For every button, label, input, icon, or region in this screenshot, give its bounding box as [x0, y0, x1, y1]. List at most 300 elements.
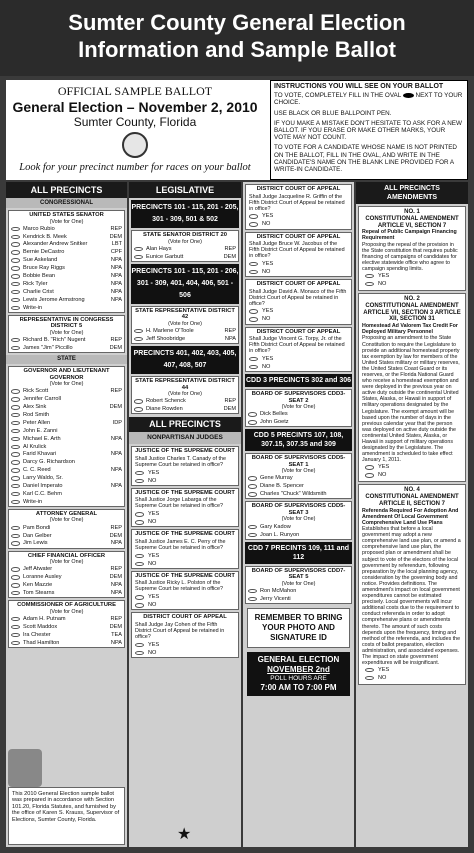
- vote-oval[interactable]: [11, 235, 20, 240]
- candidate-row: [132, 327, 238, 335]
- candidate-name: Ken Mazzie: [23, 582, 53, 589]
- amendment-caption: Repeal of Public Campaign Financing Requirement: [362, 229, 457, 242]
- option-label: NO: [148, 602, 157, 609]
- ge-line-4: 7:00 AM TO 7:00 PM: [260, 683, 337, 693]
- vote-oval[interactable]: [11, 405, 20, 410]
- option-label: NO: [262, 316, 271, 323]
- candidate-name: Dick Belles: [260, 411, 288, 418]
- candidate-name: Jerry Vicenti: [260, 595, 291, 602]
- vote-oval[interactable]: [11, 625, 20, 630]
- party-code: REP: [110, 524, 122, 531]
- candidate-name: Write-in: [23, 498, 43, 505]
- vote-oval[interactable]: [135, 479, 144, 484]
- retention-text: Shall Judge Bruce W. Jacobus of the Fifth District Court of Appeal be retained in office?: [249, 241, 345, 259]
- candidate-name: Kendrick B. Meek: [23, 233, 67, 240]
- candidate-name: Peter Allen: [23, 419, 51, 426]
- vote-oval[interactable]: [249, 309, 258, 314]
- vote-oval[interactable]: [248, 525, 257, 530]
- vote-oval[interactable]: [134, 399, 143, 404]
- vote-oval[interactable]: [11, 250, 20, 255]
- amendment-t3: ARTICLE VII, SECTION 3 ARTICLE XII, SECTION 31: [363, 309, 461, 323]
- retention-title: JUSTICE OF THE SUPREME COURT: [135, 572, 235, 579]
- vote-oval[interactable]: [134, 407, 143, 412]
- option-label: YES: [262, 308, 274, 315]
- election-day-box: [247, 652, 350, 696]
- candidate-row: [132, 245, 238, 253]
- amendment-t1: NO. 1: [404, 209, 420, 215]
- vote-oval[interactable]: [248, 484, 257, 489]
- candidate-name: Darcy G. Richardson: [23, 459, 75, 466]
- precincts-block-2: PRECINCTS 101 - 115, 201 - 206, 301 - 309, 401, 404, 406, 501 - 506: [131, 264, 239, 304]
- vote-oval[interactable]: [249, 214, 258, 219]
- yes-option: [246, 260, 351, 268]
- vote-oval[interactable]: [11, 282, 20, 287]
- vote-oval[interactable]: [11, 460, 20, 465]
- party-code: REP: [110, 615, 122, 622]
- race-state-senator: [131, 230, 239, 262]
- candidate-name: Rick Tyler: [23, 280, 48, 287]
- option-label: YES: [148, 594, 160, 601]
- option-label: NO: [148, 649, 157, 656]
- vote-oval[interactable]: [365, 676, 374, 681]
- vote-oval[interactable]: [11, 633, 20, 638]
- vote-oval[interactable]: [11, 500, 20, 505]
- retention-text: Shall Justice Charles T. Canady of the Supreme Court be retained in office?: [135, 455, 226, 468]
- candidate-name: Farid Khavari: [23, 451, 57, 458]
- candidate-row: [9, 631, 124, 639]
- candidate-row: [9, 532, 124, 540]
- state-heading: STATE: [6, 355, 127, 364]
- vote-oval[interactable]: [11, 421, 20, 426]
- vote-oval[interactable]: [249, 270, 258, 275]
- no-option: [132, 601, 238, 609]
- vote-oval[interactable]: [135, 554, 144, 559]
- vote-oval[interactable]: [365, 473, 374, 478]
- vote-oval[interactable]: [134, 255, 143, 260]
- candidate-row: [9, 241, 124, 249]
- candidate-row: [9, 296, 124, 304]
- party-code: REP: [110, 336, 122, 343]
- retention-text: Shall Justice Jorge Labarga of the Supreme Court be retained in office?: [135, 497, 224, 510]
- candidate-name: Karl C.C. Behm: [23, 490, 62, 497]
- candidate-name: Diane B. Spencer: [260, 483, 304, 490]
- vote-oval[interactable]: [249, 357, 258, 362]
- amendment-1: [358, 206, 466, 291]
- vote-oval[interactable]: [11, 389, 20, 394]
- race-title: ATTORNEY GENERAL: [35, 510, 98, 517]
- race-vote-for: (Vote for One): [281, 580, 316, 587]
- candidate-name: James "Jim" Piccillo: [23, 344, 73, 351]
- option-label: NO: [262, 268, 271, 275]
- party-code: NPA: [110, 296, 122, 303]
- yes-option: [132, 469, 238, 477]
- candidate-row: [9, 498, 124, 506]
- race-vote-for: (Vote for One): [168, 391, 202, 398]
- candidate-name: John E. Zanni: [23, 427, 58, 434]
- vote-oval[interactable]: [248, 476, 257, 481]
- candidate-name: Michael E. Arth: [23, 435, 61, 442]
- option-label: YES: [378, 273, 390, 279]
- option-label: NO: [378, 472, 387, 479]
- vote-oval[interactable]: [11, 338, 20, 343]
- ge-line-2: NOVEMBER 2nd: [267, 665, 330, 675]
- instr-fill-a: TO VOTE, COMPLETELY FILL IN THE OVAL: [274, 92, 402, 100]
- candidate-row: [9, 482, 124, 490]
- retention-title: JUSTICE OF THE SUPREME COURT: [135, 448, 235, 455]
- instr-fill-b: NEXT TO YOUR CHOICE.: [274, 92, 463, 107]
- candidate-row: [246, 595, 351, 603]
- party-code: NPA: [110, 288, 122, 295]
- amendment-t3: ARTICLE II, SECTION 7: [378, 500, 445, 507]
- party-code: NPA: [224, 335, 236, 342]
- amend-sub: AMENDMENTS: [386, 194, 438, 201]
- cdd3-precincts: CDD 3 PRECINCTS 302 and 306: [245, 374, 352, 387]
- candidate-row: [9, 566, 124, 574]
- candidate-name: Daniel Imperato: [23, 482, 63, 489]
- yes-option: [246, 355, 351, 363]
- vote-oval[interactable]: [11, 476, 20, 481]
- candidate-name: Joan L. Runyon: [260, 531, 300, 538]
- candidate-row: [9, 280, 124, 288]
- candidate-name: Diane Rowden: [146, 406, 183, 413]
- option-label: YES: [262, 355, 274, 362]
- retention-title: DISTRICT COURT OF APPEAL: [256, 186, 341, 192]
- candidate-row: [9, 272, 124, 280]
- party-code: NPA: [110, 257, 122, 264]
- amendment-t2: CONSTITUTIONAL AMENDMENT: [365, 215, 459, 222]
- retention-text: Shall Judge Jay Cohen of the Fifth District Court of Appeal be retained in office?: [135, 621, 225, 640]
- retention-title: JUSTICE OF THE SUPREME COURT: [135, 531, 235, 538]
- filled-oval-icon: [403, 93, 414, 98]
- precincts-block-1: PRECINCTS 101 - 115, 201 - 205, 301 - 309, 501 & 502: [131, 200, 239, 228]
- race-vote-for: (Vote for One): [281, 404, 316, 410]
- candidate-name: Gene Murray: [260, 475, 293, 482]
- legislative-heading: LEGISLATIVE: [129, 182, 241, 198]
- vote-oval[interactable]: [11, 306, 20, 311]
- candidate-row: [9, 589, 124, 597]
- vote-oval[interactable]: [248, 597, 257, 602]
- lincoln-portrait-icon: [8, 749, 42, 787]
- race-title: BOARD OF SUPERVISORS CDD5-SEAT 1: [251, 455, 346, 468]
- candidate-name: Thad Hamilton: [23, 639, 60, 646]
- party-code: NPA: [110, 280, 122, 287]
- party-code: NPA: [110, 482, 122, 489]
- instructions-title: INSTRUCTIONS YOU WILL SEE ON YOUR BALLOT: [274, 83, 444, 90]
- candidate-row: [9, 411, 124, 419]
- option-label: YES: [148, 552, 160, 559]
- vote-oval[interactable]: [11, 492, 20, 497]
- candidate-row: [246, 483, 351, 491]
- party-code: NPA: [110, 589, 122, 596]
- candidate-name: Charles "Chuck" Wildsmith: [260, 491, 327, 498]
- race-title: BOARD OF SUPERVISORS CDD5-SEAT 3: [251, 503, 346, 516]
- yes-option: [362, 666, 462, 674]
- vote-oval[interactable]: [11, 413, 20, 418]
- amendment-t1: NO. 2: [404, 296, 420, 303]
- vote-oval[interactable]: [249, 262, 258, 267]
- no-option: [362, 674, 462, 682]
- vote-oval[interactable]: [135, 603, 144, 608]
- vote-oval[interactable]: [11, 346, 20, 351]
- retention-text: Shall Justice Ricky L. Polston of the Supreme Court be retained in office?: [135, 580, 224, 593]
- retention-title: DISTRICT COURT OF APPEAL: [256, 233, 341, 240]
- amendments-heading: [356, 182, 468, 204]
- race-vote-for: (Vote for One): [49, 381, 84, 388]
- column-2: [129, 182, 241, 847]
- party-code: DEM: [223, 406, 236, 413]
- race-vote-for: (Vote for One): [49, 218, 84, 225]
- candidate-name: Jeff Shoobridge: [146, 335, 186, 342]
- banner-line-2: Information and Sample Ballot: [78, 37, 396, 62]
- candidate-name: Dan Gelber: [23, 532, 52, 539]
- candidate-row: [246, 418, 351, 426]
- candidate-row: [9, 639, 124, 647]
- congressional-heading: CONGRESSIONAL: [6, 198, 127, 208]
- retention-text: Shall Judge David A. Monaco of the Fifth District Court of Appeal be retained in office?: [249, 288, 347, 307]
- retention-text: Shall Judge Vincent G. Torpy, Jr. of the Fifth District Court of Appeal be retained in office?: [249, 336, 345, 354]
- race-governor: [8, 366, 125, 507]
- amendment-2: [358, 293, 466, 482]
- vote-oval[interactable]: [11, 484, 20, 489]
- race-vote-for: (Vote for One): [168, 320, 202, 327]
- option-label: NO: [148, 477, 157, 484]
- vote-oval[interactable]: [135, 512, 144, 517]
- county-seal-icon: [122, 132, 148, 158]
- vote-oval[interactable]: [11, 274, 20, 279]
- ballot-header: [6, 80, 468, 180]
- party-code: NPA: [110, 582, 122, 589]
- candidate-name: Rod Smith: [23, 411, 50, 418]
- candidate-row: [246, 491, 351, 499]
- vote-oval[interactable]: [11, 445, 20, 450]
- vote-oval[interactable]: [249, 222, 258, 227]
- race-cfo: [8, 551, 125, 599]
- yes-option: [132, 593, 238, 601]
- race-agriculture: [8, 600, 125, 648]
- race-vote-for: (Vote for One): [49, 329, 84, 336]
- vote-oval[interactable]: [365, 282, 374, 287]
- amendment-body: Proposing an amendment to the State Constitution to require the Legislature to provide an additional homestead property tax exemption by law for members of the United States military or military reserves, the United States Coast Guard or its reserves, or the Florida National Guard who receive a homestead exemption and were deployed in the previous year on active duty outside the continental United States, Alaska, or Hawaii in support of military operations designated by the Legislature. The exempt amount will be based upon the number of days in the previous calendar year that the person was deployed on active duty outside the continental United States, Alaska, or Hawaii in support of military operations designated by the Legislature. The amendment is scheduled to take effect January 1, 2011.: [362, 335, 460, 464]
- vote-oval[interactable]: [365, 465, 374, 470]
- candidate-name: Alexander Andrew Snitker: [23, 241, 88, 248]
- party-code: DEM: [109, 404, 122, 411]
- vote-oval[interactable]: [249, 317, 258, 322]
- no-option: [246, 221, 351, 229]
- retention-title: DISTRICT COURT OF APPEAL: [143, 614, 227, 621]
- vote-oval[interactable]: [11, 266, 20, 271]
- race-title: UNITED STATES SENATOR: [29, 212, 104, 218]
- vote-oval[interactable]: [11, 227, 20, 232]
- option-label: YES: [262, 213, 274, 220]
- vote-oval[interactable]: [134, 337, 143, 342]
- candidate-row: [9, 388, 124, 396]
- instr-pen: USE BLACK OR BLUE BALLPOINT PEN.: [274, 109, 392, 117]
- vote-oval[interactable]: [11, 298, 20, 303]
- party-code: REP: [224, 398, 236, 405]
- candidate-row: [9, 233, 124, 241]
- candidate-row: [9, 225, 124, 233]
- candidate-row: [9, 451, 124, 459]
- race-vote-for: (Vote for One): [49, 559, 84, 566]
- no-option: [362, 471, 462, 479]
- vote-oval[interactable]: [135, 562, 144, 567]
- candidate-row: [9, 344, 124, 352]
- banner: [0, 0, 474, 76]
- amendment-body: Establishes that before a local government may adopt a new comprehensive land use plan, or amend a comprehensive land use plan, the proposed plan or amendment shall be subject to vote of the electors of the local government by referendum, following preparation by the local planning agency, consideration by the governing body and notice. Provides definitions. The amendment's impact on local government expenditures cannot be estimated precisely. Local governments will incur additional costs due to the requirement to conduct referenda in order to adopt comprehensive plans or amendments thereto. The amount of such costs depends upon the frequency, timing and method of the referenda, and includes the costs of ballot preparation, election administration, and associated expenses. The impact on state government expenditures will be insignificant.: [362, 526, 461, 667]
- vote-oval[interactable]: [11, 258, 20, 263]
- amendment-body: Proposing the repeal of the provision in the State constitution that requires public financing of campaigns of candidates for elective statewide office who agree to campaign spending limits.: [362, 241, 458, 272]
- instr-writein: TO VOTE FOR A CANDIDATE WHOSE NAME IS NOT PRINTED ON THE BALLOT, FILL IN THE OVAL, AND WRITE IN THE CANDIDATE'S NAME ON THE BLANK LINE PROVIDED FOR A WRITE-IN CANDIDATE.: [274, 144, 457, 174]
- candidate-row: [9, 524, 124, 532]
- instr-mistake: IF YOU MAKE A MISTAKE DON'T HESITATE TO ASK FOR A NEW BALLOT. IF YOU ERASE OR MAKE OTHER MARKS, YOUR VOTE MAY NOT COUNT.: [274, 119, 462, 142]
- candidate-name: Adam H. Putnam: [23, 615, 66, 622]
- candidate-name: Ron McMahon: [260, 587, 297, 594]
- party-code: DEM: [109, 344, 122, 351]
- candidate-name: Charlie Crist: [23, 288, 54, 295]
- option-label: NO: [378, 281, 387, 287]
- vote-oval[interactable]: [11, 575, 20, 580]
- option-label: YES: [262, 260, 274, 267]
- candidate-name: Bruce Ray Riggs: [23, 265, 65, 272]
- race-congress: [8, 315, 125, 353]
- vote-oval[interactable]: [135, 643, 144, 648]
- ge-line-3: POLL HOURS ARE: [270, 675, 327, 683]
- vote-oval[interactable]: [11, 290, 20, 295]
- candidate-name: Bernie DeCastro: [23, 249, 65, 256]
- candidate-row: [9, 403, 124, 411]
- vote-oval[interactable]: [365, 668, 374, 673]
- party-code: CPF: [110, 249, 122, 256]
- party-code: DEM: [109, 532, 122, 539]
- party-code: IDP: [112, 419, 122, 426]
- candidate-row: [9, 336, 124, 344]
- amend-all-precincts: ALL PRECINCTS: [384, 185, 440, 192]
- vote-oval[interactable]: [134, 247, 143, 252]
- all-precincts-heading-2: ALL PRECINCTS: [129, 417, 241, 432]
- race-title: REPRESENTATIVE IN CONGRESS DISTRICT 5: [19, 316, 114, 330]
- vote-oval[interactable]: [11, 567, 20, 572]
- candidate-name: Robert Schenck: [146, 398, 186, 405]
- vote-oval[interactable]: [135, 595, 144, 600]
- vote-oval[interactable]: [248, 533, 257, 538]
- cdd5-precincts: CDD 5 PRECINTS 107, 108, 307.15, 307.35 and 309: [245, 429, 352, 451]
- race-cdd5-seat3: [245, 501, 352, 539]
- vote-oval[interactable]: [134, 329, 143, 334]
- vote-oval[interactable]: [135, 471, 144, 476]
- vote-oval[interactable]: [11, 437, 20, 442]
- party-code: NPA: [110, 265, 122, 272]
- vote-oval[interactable]: [11, 641, 20, 646]
- race-title: STATE REPRESENTATIVE DISTRICT 42: [135, 307, 235, 321]
- party-code: NPA: [110, 467, 122, 474]
- vote-oval[interactable]: [11, 541, 20, 546]
- official-label: OFFICIAL SAMPLE BALLOT: [57, 84, 213, 98]
- vote-oval[interactable]: [11, 583, 20, 588]
- party-code: DEM: [109, 233, 122, 240]
- race-title: BOARD OF SUPERVISORS CDD7-SEAT 5: [251, 567, 346, 581]
- party-code: REP: [110, 566, 122, 573]
- party-code: DEM: [223, 253, 236, 260]
- vote-oval[interactable]: [248, 412, 257, 417]
- retention-title: DISTRICT COURT OF APPEAL: [256, 281, 341, 287]
- option-label: NO: [262, 221, 271, 228]
- vote-oval[interactable]: [248, 589, 257, 594]
- vote-oval[interactable]: [11, 397, 20, 402]
- precincts-block-3: PRECINCTS 401, 402, 403, 405, 407, 408, 507: [131, 346, 239, 374]
- no-option: [246, 268, 351, 276]
- candidate-name: Richard B. "Rich" Nugent: [23, 336, 86, 343]
- party-code: REP: [224, 245, 236, 252]
- vote-oval[interactable]: [11, 526, 20, 531]
- vote-oval[interactable]: [11, 468, 20, 473]
- candidate-row: [9, 490, 124, 498]
- yes-option: [362, 463, 462, 471]
- candidate-name: Gary Kadow: [260, 523, 291, 530]
- candidate-row: [246, 531, 351, 539]
- vote-oval[interactable]: [11, 242, 20, 247]
- party-code: REP: [224, 327, 236, 334]
- amendment-4: [358, 484, 466, 685]
- no-option: [132, 518, 238, 526]
- race-cdd7-seat5: [245, 566, 352, 604]
- candidate-name: Rick Scott: [23, 388, 49, 395]
- candidate-row: [9, 264, 124, 272]
- vote-oval[interactable]: [248, 492, 257, 497]
- vote-oval[interactable]: [11, 591, 20, 596]
- remember-id-notice: REMEMBER TO BRING YOUR PHOTO AND SIGNATURE ID: [247, 608, 350, 648]
- vote-oval[interactable]: [249, 365, 258, 370]
- option-label: NO: [148, 560, 157, 567]
- retention-question: [245, 184, 352, 230]
- race-title: BOARD OF SUPERVISORS CDD3-SEAT 2: [251, 391, 346, 404]
- ge-line-1: GENERAL ELECTION: [257, 655, 340, 665]
- column-3: [243, 182, 354, 847]
- vote-oval[interactable]: [248, 420, 257, 425]
- vote-oval[interactable]: [11, 534, 20, 539]
- party-code: DEM: [109, 623, 122, 630]
- candidate-name: Pam Bondi: [23, 524, 51, 531]
- retention-title: DISTRICT COURT OF APPEAL: [256, 328, 341, 335]
- race-us-senator: [8, 210, 125, 313]
- candidate-row: [9, 581, 124, 589]
- vote-oval[interactable]: [135, 520, 144, 525]
- option-label: NO: [148, 519, 157, 526]
- party-code: NPA: [110, 639, 122, 646]
- party-code: REP: [110, 225, 122, 232]
- vote-oval[interactable]: [135, 651, 144, 656]
- vote-oval[interactable]: [11, 452, 20, 457]
- option-label: YES: [148, 641, 160, 648]
- candidate-row: [132, 398, 238, 406]
- vote-oval[interactable]: [11, 429, 20, 434]
- race-vote-for: (Vote for One): [49, 608, 84, 615]
- vote-oval[interactable]: [11, 617, 20, 622]
- candidate-row: [246, 475, 351, 483]
- vote-oval[interactable]: [365, 274, 374, 279]
- candidate-row: [9, 419, 124, 427]
- party-code: DEM: [109, 574, 122, 581]
- amendment-t2: CONSTITUTIONAL AMENDMENT: [365, 302, 459, 309]
- all-precincts-heading: ALL PRECINCTS: [6, 182, 127, 198]
- candidate-row: [9, 615, 124, 623]
- party-code: NPA: [110, 540, 122, 547]
- nonpartisan-heading: NONPARTISAN JUDGES: [129, 432, 241, 444]
- candidate-row: [246, 587, 351, 595]
- party-code: REP: [110, 388, 122, 395]
- candidate-name: Alan Hays: [146, 245, 172, 252]
- race-state-rep-42: [131, 306, 239, 344]
- retention-question: [245, 232, 352, 278]
